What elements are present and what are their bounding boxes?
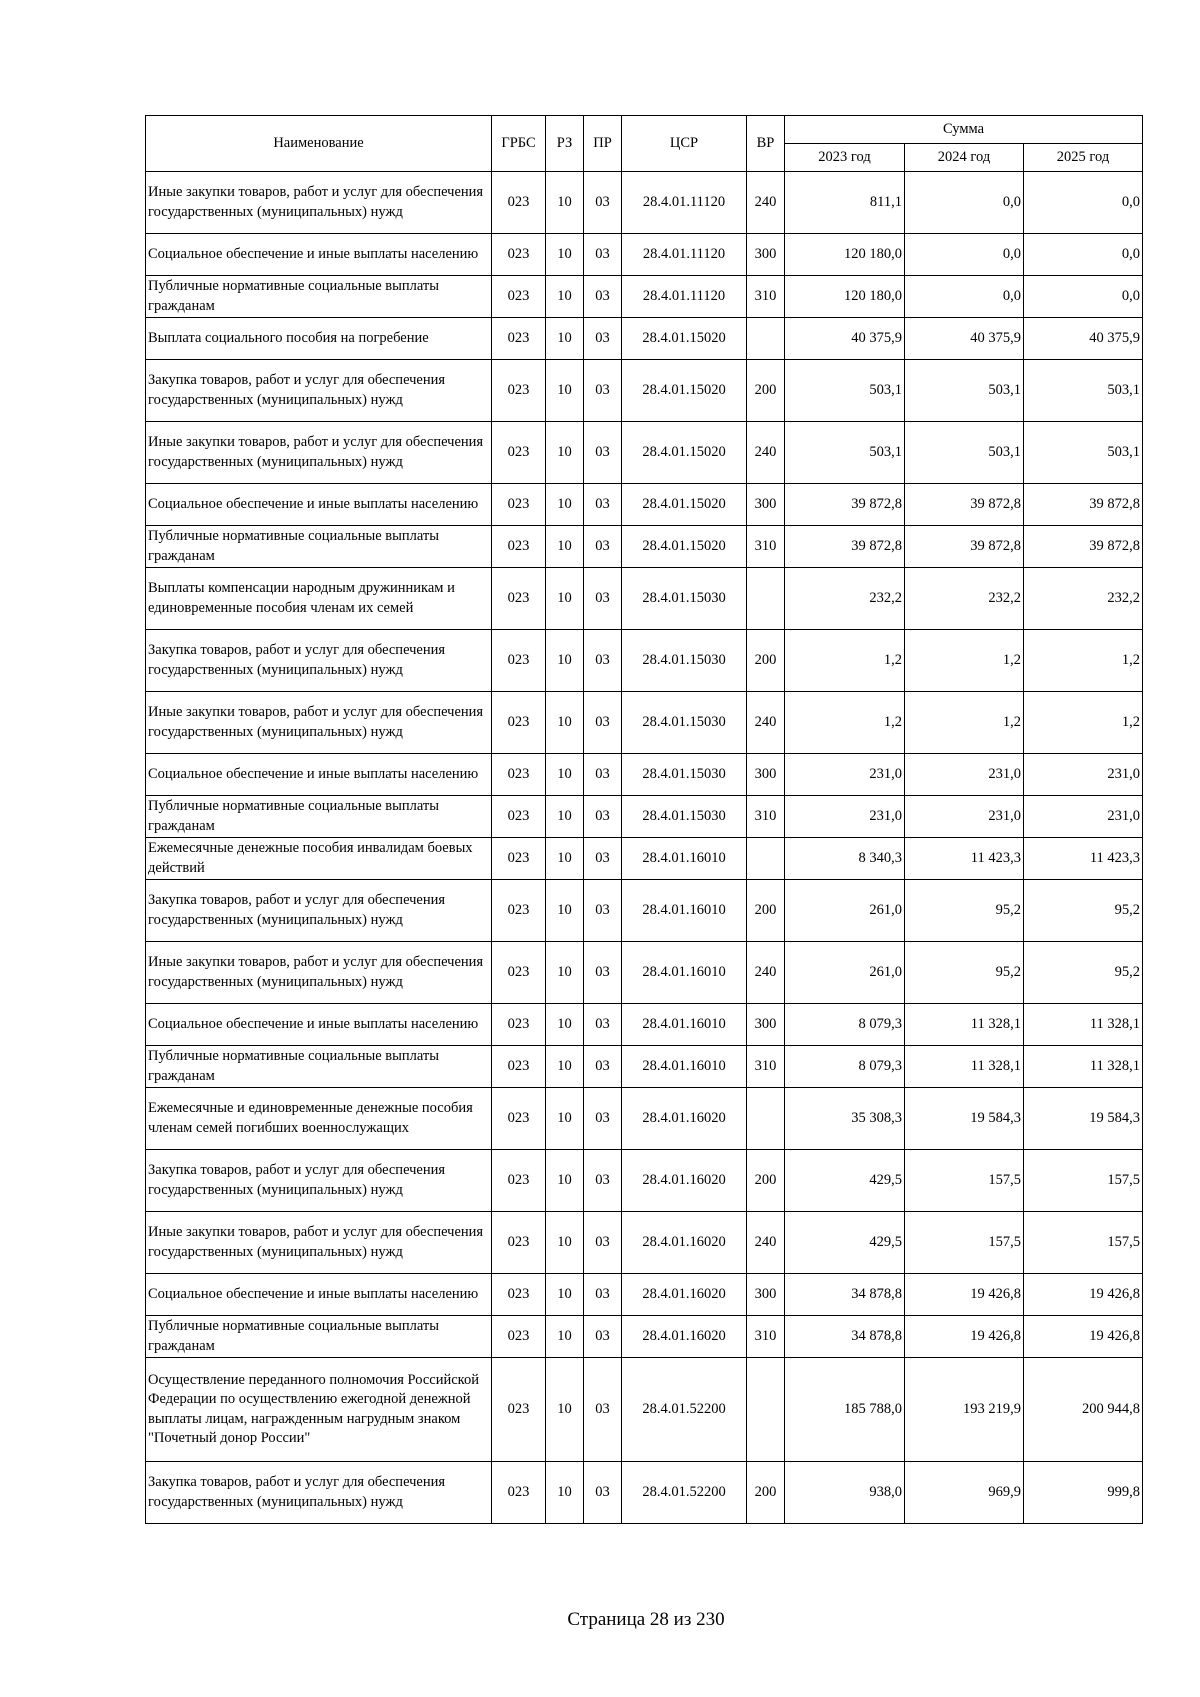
- cell-sum-2025: 95,2: [1024, 942, 1143, 1004]
- cell-csr: 28.4.01.11120: [622, 276, 747, 318]
- cell-vr: 310: [747, 1316, 785, 1358]
- table-row: [146, 318, 1143, 360]
- cell-sum-2024: 1,2: [905, 692, 1024, 754]
- cell-sum-2025: 503,1: [1024, 422, 1143, 484]
- cell-sum-2024: 19 426,8: [905, 1274, 1024, 1316]
- cell-grbs: 023: [492, 318, 546, 360]
- cell-sum-2025: 200 944,8: [1024, 1358, 1143, 1462]
- cell-name: Закупка товаров, работ и услуг для обеспечения государственных (муниципальных) нужд: [146, 880, 492, 942]
- cell-pr: 03: [584, 1462, 622, 1524]
- cell-sum-2024: 1,2: [905, 630, 1024, 692]
- cell-csr: 28.4.01.16020: [622, 1316, 747, 1358]
- header-rz: РЗ: [546, 116, 584, 172]
- cell-pr: 03: [584, 1004, 622, 1046]
- cell-sum-2023: 120 180,0: [785, 276, 905, 318]
- cell-sum-2024: 193 219,9: [905, 1358, 1024, 1462]
- cell-sum-2024: 231,0: [905, 754, 1024, 796]
- table-row: [146, 880, 1143, 942]
- cell-pr: 03: [584, 1274, 622, 1316]
- cell-sum-2023: 811,1: [785, 172, 905, 234]
- cell-sum-2025: 231,0: [1024, 796, 1143, 838]
- cell-vr: 300: [747, 754, 785, 796]
- cell-rz: 10: [546, 754, 584, 796]
- cell-sum-2023: 40 375,9: [785, 318, 905, 360]
- cell-csr: 28.4.01.15020: [622, 422, 747, 484]
- cell-vr: 310: [747, 276, 785, 318]
- cell-csr: 28.4.01.16010: [622, 880, 747, 942]
- cell-sum-2024: 0,0: [905, 172, 1024, 234]
- cell-grbs: 023: [492, 942, 546, 1004]
- cell-grbs: 023: [492, 1004, 546, 1046]
- cell-pr: 03: [584, 630, 622, 692]
- cell-vr: [747, 1088, 785, 1150]
- table-row: [146, 234, 1143, 276]
- cell-grbs: 023: [492, 880, 546, 942]
- cell-sum-2024: 11 423,3: [905, 838, 1024, 880]
- cell-grbs: 023: [492, 1316, 546, 1358]
- cell-vr: 240: [747, 172, 785, 234]
- cell-name: Социальное обеспечение и иные выплаты населению: [146, 234, 492, 276]
- cell-name: Выплата социального пособия на погребение: [146, 318, 492, 360]
- cell-sum-2023: 1,2: [785, 692, 905, 754]
- cell-name: Социальное обеспечение и иные выплаты населению: [146, 1274, 492, 1316]
- cell-rz: 10: [546, 234, 584, 276]
- cell-sum-2023: 35 308,3: [785, 1088, 905, 1150]
- cell-name: Иные закупки товаров, работ и услуг для обеспечения государственных (муниципальных) нужд: [146, 942, 492, 1004]
- cell-vr: 300: [747, 234, 785, 276]
- cell-pr: 03: [584, 692, 622, 754]
- table-row: [146, 526, 1143, 568]
- cell-name: Иные закупки товаров, работ и услуг для обеспечения государственных (муниципальных) нужд: [146, 692, 492, 754]
- cell-sum-2025: 1,2: [1024, 630, 1143, 692]
- table-row: [146, 1004, 1143, 1046]
- cell-sum-2023: 8 079,3: [785, 1046, 905, 1088]
- cell-sum-2023: 503,1: [785, 360, 905, 422]
- table-row: [146, 1462, 1143, 1524]
- table-row: [146, 754, 1143, 796]
- table-row: [146, 484, 1143, 526]
- cell-name: Ежемесячные денежные пособия инвалидам боевых действий: [146, 838, 492, 880]
- cell-sum-2023: 261,0: [785, 942, 905, 1004]
- cell-sum-2025: 503,1: [1024, 360, 1143, 422]
- cell-grbs: 023: [492, 630, 546, 692]
- cell-grbs: 023: [492, 360, 546, 422]
- cell-vr: 300: [747, 1004, 785, 1046]
- cell-sum-2024: 95,2: [905, 942, 1024, 1004]
- cell-vr: 200: [747, 630, 785, 692]
- table-row: [146, 838, 1143, 880]
- cell-vr: 240: [747, 422, 785, 484]
- cell-grbs: 023: [492, 838, 546, 880]
- cell-vr: 310: [747, 796, 785, 838]
- cell-rz: 10: [546, 1316, 584, 1358]
- cell-vr: 300: [747, 484, 785, 526]
- cell-rz: 10: [546, 1046, 584, 1088]
- cell-rz: 10: [546, 796, 584, 838]
- header-csr: ЦСР: [622, 116, 747, 172]
- cell-sum-2023: 34 878,8: [785, 1316, 905, 1358]
- cell-vr: 200: [747, 880, 785, 942]
- cell-pr: 03: [584, 484, 622, 526]
- cell-sum-2023: 39 872,8: [785, 526, 905, 568]
- header-sum: Сумма: [785, 116, 1143, 144]
- cell-csr: 28.4.01.16010: [622, 838, 747, 880]
- cell-pr: 03: [584, 526, 622, 568]
- cell-rz: 10: [546, 880, 584, 942]
- table-row: [146, 1358, 1143, 1462]
- cell-sum-2025: 11 423,3: [1024, 838, 1143, 880]
- cell-pr: 03: [584, 276, 622, 318]
- cell-grbs: 023: [492, 1046, 546, 1088]
- cell-vr: [747, 838, 785, 880]
- table-body: [146, 172, 1143, 1524]
- cell-sum-2023: 185 788,0: [785, 1358, 905, 1462]
- cell-pr: 03: [584, 796, 622, 838]
- cell-rz: 10: [546, 484, 584, 526]
- cell-csr: 28.4.01.16010: [622, 1004, 747, 1046]
- cell-grbs: 023: [492, 754, 546, 796]
- cell-sum-2025: 157,5: [1024, 1212, 1143, 1274]
- cell-grbs: 023: [492, 234, 546, 276]
- cell-rz: 10: [546, 526, 584, 568]
- cell-sum-2023: 429,5: [785, 1212, 905, 1274]
- header-vr: ВР: [747, 116, 785, 172]
- cell-name: Публичные нормативные социальные выплаты гражданам: [146, 1046, 492, 1088]
- table-row: [146, 1150, 1143, 1212]
- cell-sum-2025: 999,8: [1024, 1462, 1143, 1524]
- cell-pr: 03: [584, 1212, 622, 1274]
- cell-csr: 28.4.01.16020: [622, 1274, 747, 1316]
- cell-grbs: 023: [492, 1212, 546, 1274]
- table-row: [146, 276, 1143, 318]
- cell-sum-2023: 429,5: [785, 1150, 905, 1212]
- cell-csr: 28.4.01.15030: [622, 796, 747, 838]
- cell-rz: 10: [546, 630, 584, 692]
- table-row: [146, 942, 1143, 1004]
- cell-csr: 28.4.01.15030: [622, 568, 747, 630]
- cell-csr: 28.4.01.11120: [622, 234, 747, 276]
- cell-grbs: 023: [492, 172, 546, 234]
- budget-table: [145, 115, 1143, 1524]
- cell-csr: 28.4.01.52200: [622, 1462, 747, 1524]
- cell-rz: 10: [546, 422, 584, 484]
- cell-vr: [747, 318, 785, 360]
- cell-sum-2023: 1,2: [785, 630, 905, 692]
- cell-name: Закупка товаров, работ и услуг для обеспечения государственных (муниципальных) нужд: [146, 360, 492, 422]
- cell-sum-2025: 19 426,8: [1024, 1274, 1143, 1316]
- header-2025: 2025 год: [1024, 144, 1143, 172]
- cell-vr: [747, 568, 785, 630]
- cell-sum-2024: 503,1: [905, 360, 1024, 422]
- table-row: [146, 1046, 1143, 1088]
- cell-rz: 10: [546, 360, 584, 422]
- cell-pr: 03: [584, 422, 622, 484]
- cell-pr: 03: [584, 880, 622, 942]
- cell-rz: 10: [546, 318, 584, 360]
- cell-sum-2023: 938,0: [785, 1462, 905, 1524]
- cell-grbs: 023: [492, 1150, 546, 1212]
- cell-csr: 28.4.01.52200: [622, 1358, 747, 1462]
- cell-sum-2023: 34 878,8: [785, 1274, 905, 1316]
- page-number: Страница 28 из 230: [567, 1609, 725, 1630]
- cell-sum-2025: 0,0: [1024, 276, 1143, 318]
- cell-csr: 28.4.01.11120: [622, 172, 747, 234]
- cell-pr: 03: [584, 1046, 622, 1088]
- header-2024: 2024 год: [905, 144, 1024, 172]
- cell-sum-2024: 95,2: [905, 880, 1024, 942]
- cell-name: Иные закупки товаров, работ и услуг для обеспечения государственных (муниципальных) нужд: [146, 422, 492, 484]
- cell-pr: 03: [584, 1316, 622, 1358]
- cell-rz: 10: [546, 1088, 584, 1150]
- cell-sum-2023: 8 340,3: [785, 838, 905, 880]
- cell-csr: 28.4.01.16020: [622, 1212, 747, 1274]
- cell-sum-2025: 0,0: [1024, 172, 1143, 234]
- cell-sum-2023: 231,0: [785, 754, 905, 796]
- table-row: [146, 1212, 1143, 1274]
- table-row: [146, 360, 1143, 422]
- cell-sum-2025: 157,5: [1024, 1150, 1143, 1212]
- cell-name: Закупка товаров, работ и услуг для обеспечения государственных (муниципальных) нужд: [146, 1150, 492, 1212]
- cell-rz: 10: [546, 172, 584, 234]
- cell-sum-2025: 1,2: [1024, 692, 1143, 754]
- cell-vr: 240: [747, 692, 785, 754]
- cell-vr: 300: [747, 1274, 785, 1316]
- cell-sum-2023: 232,2: [785, 568, 905, 630]
- cell-sum-2025: 231,0: [1024, 754, 1143, 796]
- cell-vr: 310: [747, 526, 785, 568]
- cell-name: Закупка товаров, работ и услуг для обеспечения государственных (муниципальных) нужд: [146, 1462, 492, 1524]
- cell-grbs: 023: [492, 276, 546, 318]
- cell-sum-2023: 503,1: [785, 422, 905, 484]
- cell-csr: 28.4.01.16010: [622, 1046, 747, 1088]
- cell-name: Социальное обеспечение и иные выплаты населению: [146, 754, 492, 796]
- table-row: [146, 172, 1143, 234]
- table-row: [146, 630, 1143, 692]
- cell-sum-2025: 232,2: [1024, 568, 1143, 630]
- header-2023: 2023 год: [785, 144, 905, 172]
- cell-grbs: 023: [492, 568, 546, 630]
- cell-vr: 240: [747, 1212, 785, 1274]
- cell-sum-2023: 8 079,3: [785, 1004, 905, 1046]
- cell-vr: 200: [747, 1462, 785, 1524]
- cell-pr: 03: [584, 568, 622, 630]
- table-row: [146, 1088, 1143, 1150]
- cell-rz: 10: [546, 1462, 584, 1524]
- cell-sum-2024: 157,5: [905, 1212, 1024, 1274]
- cell-sum-2024: 39 872,8: [905, 484, 1024, 526]
- cell-name: Публичные нормативные социальные выплаты гражданам: [146, 276, 492, 318]
- cell-sum-2023: 39 872,8: [785, 484, 905, 526]
- cell-sum-2024: 39 872,8: [905, 526, 1024, 568]
- cell-sum-2025: 39 872,8: [1024, 526, 1143, 568]
- cell-vr: 310: [747, 1046, 785, 1088]
- cell-pr: 03: [584, 1150, 622, 1212]
- cell-pr: 03: [584, 838, 622, 880]
- cell-name: Публичные нормативные социальные выплаты гражданам: [146, 526, 492, 568]
- cell-grbs: 023: [492, 484, 546, 526]
- cell-pr: 03: [584, 234, 622, 276]
- cell-grbs: 023: [492, 1462, 546, 1524]
- table-row: [146, 422, 1143, 484]
- cell-name: Публичные нормативные социальные выплаты гражданам: [146, 1316, 492, 1358]
- cell-rz: 10: [546, 1358, 584, 1462]
- cell-rz: 10: [546, 568, 584, 630]
- cell-rz: 10: [546, 276, 584, 318]
- cell-csr: 28.4.01.16020: [622, 1150, 747, 1212]
- cell-sum-2025: 40 375,9: [1024, 318, 1143, 360]
- cell-name: Социальное обеспечение и иные выплаты населению: [146, 1004, 492, 1046]
- cell-rz: 10: [546, 838, 584, 880]
- cell-sum-2024: 503,1: [905, 422, 1024, 484]
- cell-rz: 10: [546, 1150, 584, 1212]
- cell-csr: 28.4.01.16020: [622, 1088, 747, 1150]
- cell-sum-2024: 157,5: [905, 1150, 1024, 1212]
- cell-csr: 28.4.01.15030: [622, 754, 747, 796]
- cell-sum-2025: 19 584,3: [1024, 1088, 1143, 1150]
- cell-grbs: 023: [492, 526, 546, 568]
- cell-sum-2024: 0,0: [905, 234, 1024, 276]
- cell-pr: 03: [584, 754, 622, 796]
- cell-sum-2024: 0,0: [905, 276, 1024, 318]
- cell-sum-2023: 120 180,0: [785, 234, 905, 276]
- cell-pr: 03: [584, 172, 622, 234]
- cell-sum-2024: 11 328,1: [905, 1004, 1024, 1046]
- table-header: [146, 116, 1143, 172]
- cell-grbs: 023: [492, 692, 546, 754]
- cell-name: Ежемесячные и единовременные денежные пособия членам семей погибших военнослужащих: [146, 1088, 492, 1150]
- cell-rz: 10: [546, 942, 584, 1004]
- cell-csr: 28.4.01.16010: [622, 942, 747, 1004]
- cell-grbs: 023: [492, 422, 546, 484]
- cell-pr: 03: [584, 360, 622, 422]
- cell-rz: 10: [546, 1274, 584, 1316]
- cell-name: Публичные нормативные социальные выплаты гражданам: [146, 796, 492, 838]
- cell-csr: 28.4.01.15020: [622, 484, 747, 526]
- cell-sum-2025: 0,0: [1024, 234, 1143, 276]
- cell-rz: 10: [546, 692, 584, 754]
- cell-rz: 10: [546, 1212, 584, 1274]
- cell-name: Социальное обеспечение и иные выплаты населению: [146, 484, 492, 526]
- cell-vr: 240: [747, 942, 785, 1004]
- cell-sum-2025: 19 426,8: [1024, 1316, 1143, 1358]
- cell-sum-2024: 19 426,8: [905, 1316, 1024, 1358]
- cell-name: Иные закупки товаров, работ и услуг для обеспечения государственных (муниципальных) нужд: [146, 1212, 492, 1274]
- cell-csr: 28.4.01.15020: [622, 360, 747, 422]
- cell-name: Осуществление переданного полномочия Российской Федерации по осуществлению ежегодной денежной выплаты лицам, награжденным нагрудным знаком "Почетный донор России": [146, 1358, 492, 1462]
- cell-vr: 200: [747, 1150, 785, 1212]
- cell-sum-2025: 11 328,1: [1024, 1004, 1143, 1046]
- cell-name: Иные закупки товаров, работ и услуг для обеспечения государственных (муниципальных) нужд: [146, 172, 492, 234]
- cell-sum-2023: 261,0: [785, 880, 905, 942]
- cell-csr: 28.4.01.15020: [622, 526, 747, 568]
- cell-grbs: 023: [492, 1088, 546, 1150]
- cell-pr: 03: [584, 318, 622, 360]
- table-row: [146, 568, 1143, 630]
- cell-grbs: 023: [492, 796, 546, 838]
- cell-vr: 200: [747, 360, 785, 422]
- cell-sum-2024: 40 375,9: [905, 318, 1024, 360]
- cell-csr: 28.4.01.15020: [622, 318, 747, 360]
- cell-sum-2024: 19 584,3: [905, 1088, 1024, 1150]
- table-row: [146, 796, 1143, 838]
- cell-pr: 03: [584, 1088, 622, 1150]
- cell-sum-2025: 11 328,1: [1024, 1046, 1143, 1088]
- cell-pr: 03: [584, 942, 622, 1004]
- cell-name: Выплаты компенсации народным дружинникам и единовременные пособия членам их семей: [146, 568, 492, 630]
- cell-grbs: 023: [492, 1358, 546, 1462]
- cell-csr: 28.4.01.15030: [622, 630, 747, 692]
- table-row: [146, 692, 1143, 754]
- cell-name: Закупка товаров, работ и услуг для обеспечения государственных (муниципальных) нужд: [146, 630, 492, 692]
- cell-grbs: 023: [492, 1274, 546, 1316]
- table-row: [146, 1274, 1143, 1316]
- cell-sum-2025: 95,2: [1024, 880, 1143, 942]
- cell-csr: 28.4.01.15030: [622, 692, 747, 754]
- header-pr: ПР: [584, 116, 622, 172]
- cell-sum-2025: 39 872,8: [1024, 484, 1143, 526]
- cell-sum-2024: 969,9: [905, 1462, 1024, 1524]
- cell-pr: 03: [584, 1358, 622, 1462]
- header-grbs: ГРБС: [492, 116, 546, 172]
- cell-sum-2023: 231,0: [785, 796, 905, 838]
- cell-sum-2024: 232,2: [905, 568, 1024, 630]
- cell-sum-2024: 11 328,1: [905, 1046, 1024, 1088]
- cell-rz: 10: [546, 1004, 584, 1046]
- cell-sum-2024: 231,0: [905, 796, 1024, 838]
- header-name: Наименование: [146, 116, 492, 172]
- table-row: [146, 1316, 1143, 1358]
- cell-vr: [747, 1358, 785, 1462]
